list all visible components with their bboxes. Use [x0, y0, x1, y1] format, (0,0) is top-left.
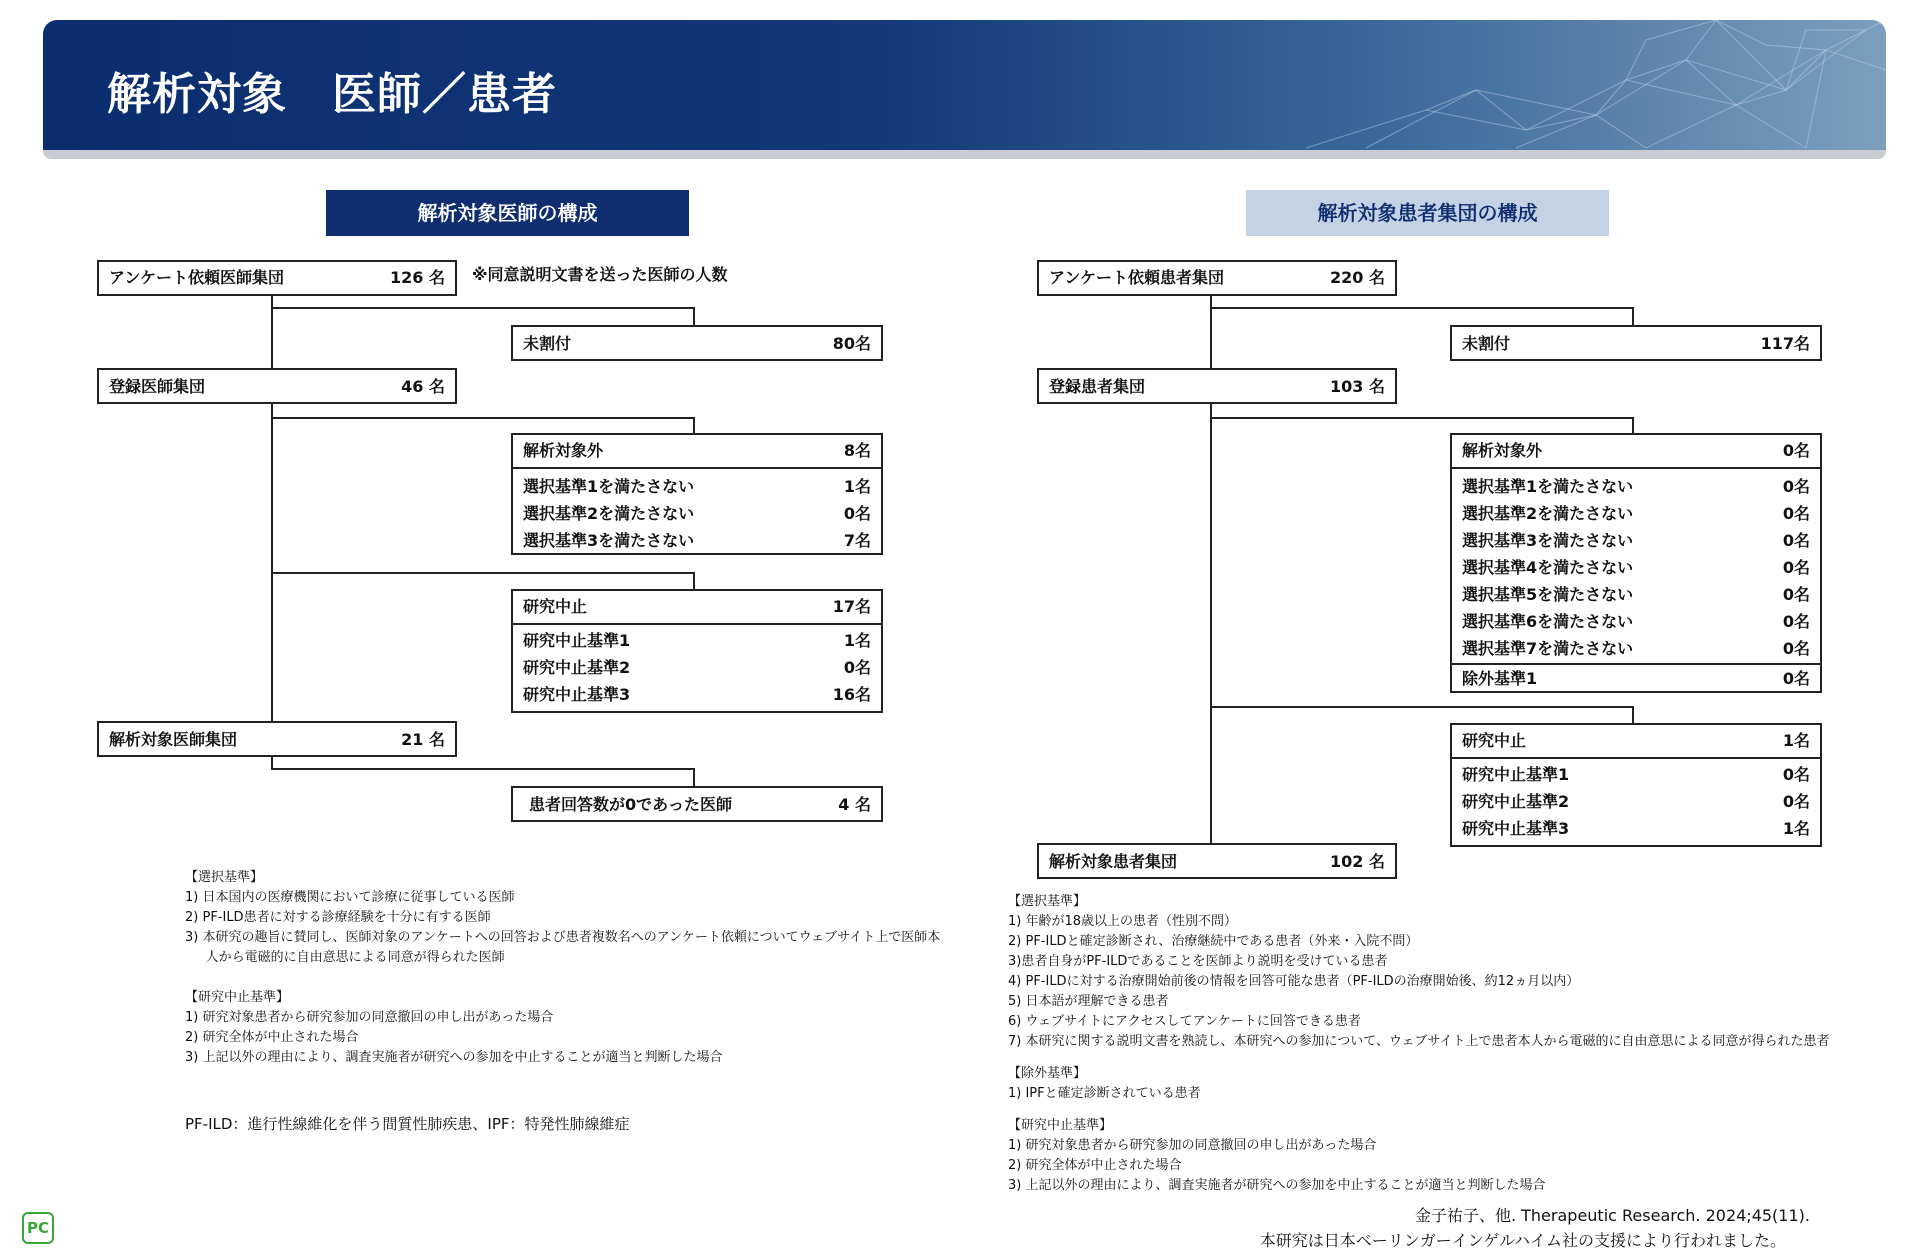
doctor-excluded-label: 解析対象外 [523, 441, 604, 460]
note-line: 2) PF-ILD患者に対する診療経験を十分に有する医師 [185, 910, 491, 925]
note-line: 1) 日本国内の医療機関において診療に従事している医師 [185, 890, 515, 905]
note-line: 2) 研究全体が中止された場合 [185, 1030, 359, 1045]
doctor-excluded-box [511, 433, 883, 555]
doctor-unassigned-box [511, 325, 883, 361]
patient-survey-label: アンケート依頼患者集団 [1049, 268, 1225, 287]
patient-analysis-value: 102 名 [1330, 852, 1385, 871]
doctor-survey-box [97, 260, 457, 296]
note-line: 【選択基準】 [1008, 894, 1087, 909]
patient-excluded-item: 選択基準7を満たさない [1462, 639, 1634, 658]
doctor-branch-line [693, 417, 695, 434]
doctor-zero-response-box [511, 786, 883, 822]
doctor-discontinued-item: 研究中止基準2 [523, 658, 631, 677]
patient-branch-line [1632, 706, 1634, 724]
doctor-sent-note: ※同意説明文書を送った医師の人数 [472, 265, 728, 284]
doctor-analysis-box [97, 721, 457, 757]
patient-excluded-value: 0名 [1782, 441, 1810, 460]
patient-excluded-item-value: 0名 [1782, 585, 1810, 604]
divider [1452, 663, 1820, 665]
patient-discontinued-value: 1名 [1782, 731, 1810, 750]
doctor-excluded-item-value: 1名 [843, 477, 871, 496]
patient-trunk-line [1210, 404, 1212, 844]
patient-discontinued-item-value: 0名 [1782, 765, 1810, 784]
doctor-excluded-item-value: 0名 [843, 504, 871, 523]
patient-branch-line [1210, 417, 1632, 419]
doctor-branch-line [693, 768, 695, 787]
note-line: 3) 上記以外の理由により、調査実施者が研究への参加を中止することが適当と判断した場合 [185, 1050, 723, 1065]
note-line: 4) PF-ILDに対する治療開始前後の情報を回答可能な患者（PF-ILDの治療開始後、約12ヵ月以内） [1008, 974, 1580, 989]
note-line: 2) 研究全体が中止された場合 [1008, 1158, 1182, 1173]
citation: 金子祐子、他. Therapeutic Research. 2024;45(11). [1414, 1206, 1810, 1225]
doctor-zero-response-value: 4 名 [838, 795, 871, 814]
doctor-registered-box [97, 368, 457, 404]
patient-unassigned-value: 117名 [1760, 334, 1810, 353]
patient-excluded-item-value: 0名 [1782, 558, 1810, 577]
doctor-branch-line [693, 307, 695, 326]
patient-exclusion-value: 0名 [1782, 669, 1810, 688]
note-line: 3) 本研究の趣旨に賛同し、医師対象のアンケートへの回答および患者複数名へのアンケート依頼についてウェブサイト上で医師本 [185, 930, 941, 945]
doctor-excluded-item-value: 7名 [843, 531, 871, 550]
banner-shadow [43, 150, 1886, 159]
patient-branch-line [1632, 307, 1634, 326]
doctor-discontinued-item-value: 0名 [843, 658, 871, 677]
note-line: 【研究中止基準】 [185, 990, 290, 1005]
network-pattern-icon [1266, 20, 1886, 150]
note-line: 1) IPFと確定診断されている患者 [1008, 1086, 1201, 1101]
doctor-discontinued-item: 研究中止基準3 [523, 685, 631, 704]
doctor-survey-label: アンケート依頼医師集団 [109, 268, 285, 287]
divider [1452, 467, 1820, 469]
doctor-registered-value: 46 名 [401, 377, 445, 396]
patient-registered-box [1037, 368, 1397, 404]
doctor-registered-label: 登録医師集団 [109, 377, 206, 396]
note-line: 【除外基準】 [1008, 1066, 1087, 1081]
doctor-analysis-label: 解析対象医師集団 [109, 730, 238, 749]
doctor-discontinued-value: 17名 [832, 597, 871, 616]
patient-discontinued-item: 研究中止基準2 [1462, 792, 1570, 811]
note-line: 3) 上記以外の理由により、調査実施者が研究への参加を中止することが適当と判断した場合 [1008, 1178, 1546, 1193]
patient-discontinued-label: 研究中止 [1462, 731, 1527, 750]
doctor-analysis-value: 21 名 [401, 730, 445, 749]
doctor-discontinued-item-value: 16名 [832, 685, 871, 704]
note-line: 2) PF-ILDと確定診断され、治療継続中である患者（外来・入院不問） [1008, 934, 1419, 949]
patient-excluded-item-value: 0名 [1782, 531, 1810, 550]
patient-discontinued-item: 研究中止基準1 [1462, 765, 1570, 784]
doctor-discontinued-label: 研究中止 [523, 597, 588, 616]
patient-analysis-box [1037, 843, 1397, 879]
patient-excluded-item-value: 0名 [1782, 639, 1810, 658]
doctor-survey-value: 126 名 [390, 268, 445, 287]
patient-branch-line [1210, 307, 1632, 309]
note-line: 【研究中止基準】 [1008, 1118, 1113, 1133]
patient-discontinued-item: 研究中止基準3 [1462, 819, 1570, 838]
patient-analysis-label: 解析対象患者集団 [1049, 852, 1178, 871]
publisher-logo: PC [22, 1212, 54, 1244]
doctors-heading: 解析対象医師の構成 [326, 190, 689, 236]
note-line: 6) ウェブサイトにアクセスしてアンケートに回答できる患者 [1008, 1014, 1361, 1029]
doctor-discontinued-item: 研究中止基準1 [523, 631, 631, 650]
patient-exclusion-label: 除外基準1 [1462, 669, 1538, 688]
patient-excluded-item-value: 0名 [1782, 612, 1810, 631]
doctor-unassigned-label: 未割付 [523, 334, 572, 353]
patient-survey-value: 220 名 [1330, 268, 1385, 287]
patient-criteria-notes [1008, 892, 1830, 1196]
patient-branch-line [1210, 706, 1632, 708]
note-line: 1) 研究対象患者から研究参加の同意撤回の申し出があった場合 [185, 1010, 554, 1025]
divider [513, 467, 881, 469]
doctor-branch-line [271, 307, 693, 309]
doctor-discontinued-item-value: 1名 [843, 631, 871, 650]
note-line: 5) 日本語が理解できる患者 [1008, 994, 1169, 1009]
note-line: 【選択基準】 [185, 870, 264, 885]
note-line: 人から電磁的に自由意思による同意が得られた医師 [185, 950, 505, 965]
patient-discontinued-item-value: 1名 [1782, 819, 1810, 838]
patient-excluded-box [1450, 433, 1822, 693]
doctor-branch-line [271, 572, 693, 574]
patient-excluded-item: 選択基準3を満たさない [1462, 531, 1634, 550]
patient-excluded-item-value: 0名 [1782, 504, 1810, 523]
doctor-discontinued-box [511, 589, 883, 713]
support-statement: 本研究は日本ベーリンガーインゲルハイム社の支援により行われました。 [1259, 1231, 1786, 1250]
doctor-branch-line [271, 768, 693, 770]
doctor-branch-line [271, 417, 693, 419]
doctor-excluded-item: 選択基準1を満たさない [523, 477, 695, 496]
divider [513, 623, 881, 625]
doctor-excluded-item: 選択基準3を満たさない [523, 531, 695, 550]
patient-excluded-item: 選択基準5を満たさない [1462, 585, 1634, 604]
patient-registered-value: 103 名 [1330, 377, 1385, 396]
patient-unassigned-box [1450, 325, 1822, 361]
doctor-excluded-value: 8名 [843, 441, 871, 460]
patient-excluded-label: 解析対象外 [1462, 441, 1543, 460]
abbreviation-note: PF-ILD：進行性線維化を伴う間質性肺疾患、IPF：特発性肺線維症 [185, 1115, 630, 1133]
spacer [1008, 1104, 1830, 1116]
note-line: 1) 年齢が18歳以上の患者（性別不問） [1008, 914, 1238, 929]
patient-branch-line [1632, 417, 1634, 434]
patient-excluded-item: 選択基準2を満たさない [1462, 504, 1634, 523]
note-line: 1) 研究対象患者から研究参加の同意撤回の申し出があった場合 [1008, 1138, 1377, 1153]
note-line: 3)患者自身がPF-ILDであることを医師より説明を受けている患者 [1008, 954, 1388, 969]
patient-discontinued-box [1450, 723, 1822, 847]
divider [1452, 757, 1820, 759]
patients-heading: 解析対象患者集団の構成 [1246, 190, 1609, 236]
doctor-zero-response-label: 患者回答数が0であった医師 [529, 795, 732, 814]
patient-excluded-item: 選択基準6を満たさない [1462, 612, 1634, 631]
patient-discontinued-item-value: 0名 [1782, 792, 1810, 811]
patient-excluded-item: 選択基準1を満たさない [1462, 477, 1634, 496]
note-line [185, 968, 940, 988]
patient-excluded-item-value: 0名 [1782, 477, 1810, 496]
doctor-unassigned-value: 80名 [832, 334, 871, 353]
patient-survey-box [1037, 260, 1397, 296]
title-banner [43, 20, 1886, 150]
patient-unassigned-label: 未割付 [1462, 334, 1511, 353]
spacer [1008, 1052, 1830, 1064]
doctor-excluded-item: 選択基準2を満たさない [523, 504, 695, 523]
patient-excluded-item: 選択基準4を満たさない [1462, 558, 1634, 577]
page-title: 解析対象 医師／患者 [107, 69, 557, 120]
patient-registered-label: 登録患者集団 [1049, 377, 1146, 396]
note-line: 7) 本研究に関する説明文書を熟読し、本研究への参加について、ウェブサイト上で患者本人から電磁的に自由意思による同意が得られた患者 [1008, 1034, 1830, 1049]
doctor-branch-line [693, 572, 695, 590]
doctor-criteria-notes [185, 868, 940, 1068]
doctor-trunk-line [271, 404, 273, 722]
